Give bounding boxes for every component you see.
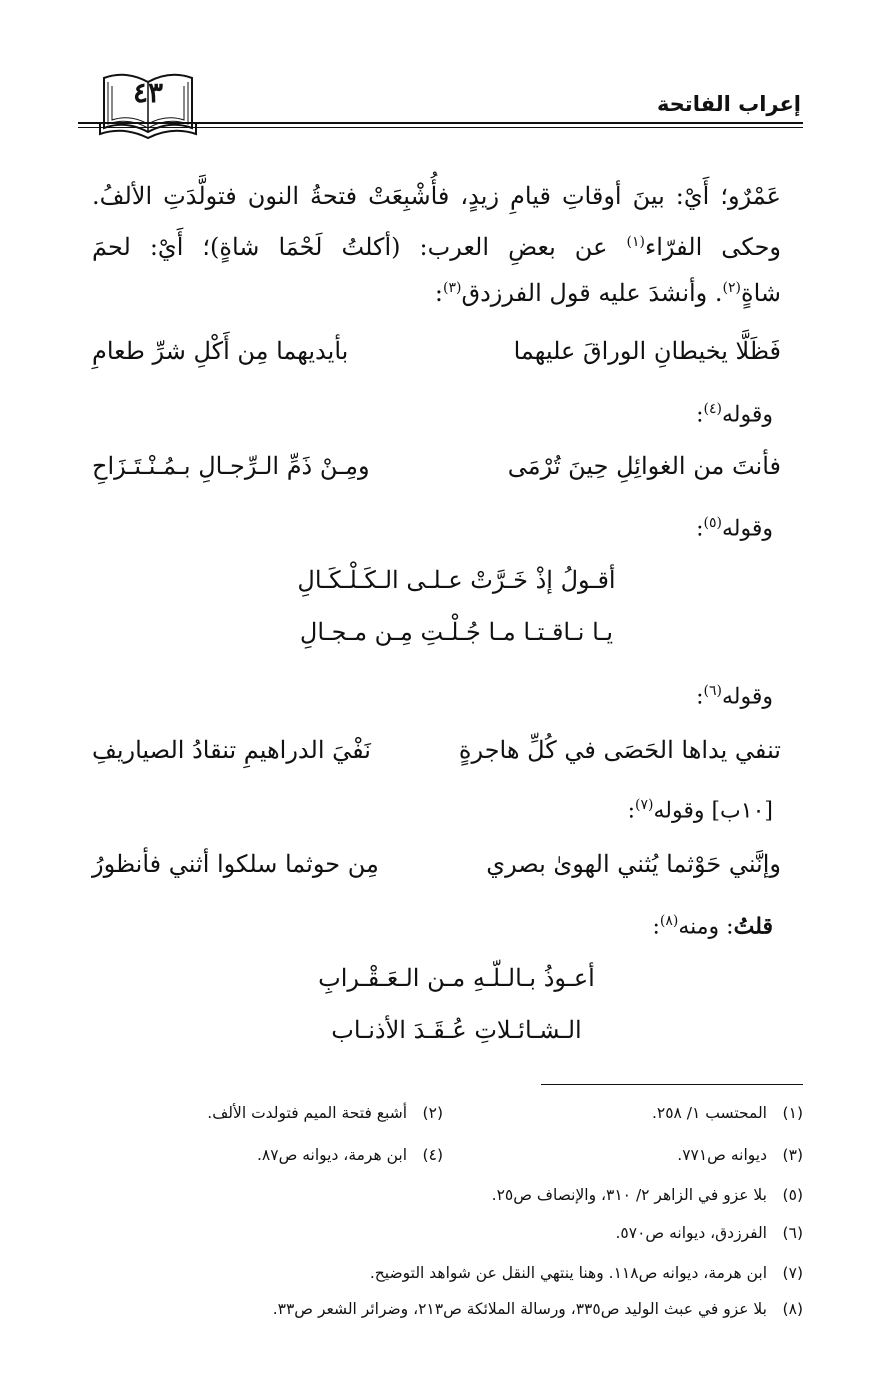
footnote-3	[677, 1144, 803, 1166]
rajaz-2-line-2: الـشـائـلاتِ عُـقَـدَ الأذنـاب	[331, 1016, 582, 1044]
footnote-4	[257, 1144, 443, 1166]
rajaz-1-line-2: يـا نـاقـتـا مـا جُـلْـتِ مِـن مـجـالِ	[299, 618, 614, 646]
text-span: :	[652, 914, 660, 940]
footnote-2	[207, 1102, 443, 1124]
text-span: وحكى الفرّاء	[644, 233, 781, 261]
footnote-ref: (٥)	[703, 515, 722, 531]
verse-4-second-hemistich: مِن حوثما سلكوا أثني فأنظورُ	[92, 850, 379, 878]
text-span: وقوله	[721, 402, 773, 428]
footnote-text: أشبع فتحة الميم فتولدت الألف.	[207, 1104, 407, 1122]
footnote-1	[652, 1102, 803, 1124]
text-span: وقوله	[721, 684, 773, 710]
page-number: ٤٣	[132, 76, 164, 109]
footnote-6	[615, 1222, 803, 1244]
verse-2-second-hemistich: ومِـنْ ذَمِّ الـرِّجـالِ بـمُـنْـتَـزَاحِ	[92, 452, 370, 480]
footnote-text: بلا عزو في عبث الوليد ص٣٣٥، ورسالة الملائكة ص٢١٣، وضرائر الشعر ص٣٣.	[272, 1300, 767, 1318]
text-span: :	[696, 402, 704, 428]
paragraph-line-2	[92, 226, 781, 263]
verse-intro-6	[696, 676, 773, 712]
footnote-5	[492, 1184, 803, 1206]
verse-intro-5	[696, 508, 773, 544]
footnote-number: (٧)	[782, 1264, 803, 1282]
footnote-number: (٢)	[422, 1104, 443, 1122]
text-span: عن بعضِ العرب: (أكلتُ لَحْمَا شاةٍ)؛ أَيْ: لحمَ	[92, 233, 627, 261]
footnote-text: ابن هرمة، ديوانه ص١١٨. وهنا ينتهي النقل عن شواهد التوضيح.	[369, 1264, 767, 1282]
footnote-text: بلا عزو في الزاهر ٢/ ٣١٠، والإنصاف ص٢٥.	[491, 1186, 767, 1204]
text-span: [١٠ب] وقوله	[653, 798, 773, 824]
paragraph-line-1	[92, 180, 781, 212]
verse-1-first-hemistich: فَظَلَّا يخيطانِ الوراقَ عليهما	[513, 337, 781, 365]
verse-2-first-hemistich: فأنتَ من الغوائِلِ حِينَ تُرْمَى	[507, 452, 781, 480]
running-title: إعراب الفاتحة	[656, 92, 801, 116]
footnote-number: (٨)	[782, 1300, 803, 1318]
verse-intro-8	[652, 906, 773, 942]
footnote-ref: (٧)	[635, 797, 654, 813]
rajaz-1-line-1: أقـولُ إذْ خَـرَّتْ عـلـى الـكَـلْـكَـالِ	[297, 566, 616, 594]
footnote-text: الفرزدق، ديوانه ص٥٧٠.	[615, 1224, 767, 1242]
footnote-number: (٣)	[782, 1146, 803, 1164]
footnote-ref: (٦)	[703, 683, 722, 699]
header-rule-thin	[78, 127, 803, 128]
verse-4-first-hemistich: وإنَّني حَوْثما يُثني الهوىٰ بصري	[486, 850, 781, 878]
text-span: . وأنشدَ عليه قول الفرزدق	[461, 279, 723, 307]
footnote-text: المحتسب ١/ ٢٥٨.	[651, 1104, 767, 1122]
text-span: عَمْرٌو؛ أَيْ: بينَ أوقاتِ قيامِ زيدٍ، فأُشْبِعَتْ فتحةُ النون فتولَّدَتِ الألفُ.	[92, 182, 781, 210]
verse-intro-7	[628, 790, 773, 826]
verse-1-second-hemistich: بأيديهما مِن أَكْلِ شرِّ طعامِ	[92, 337, 349, 365]
footnote-number: (١)	[782, 1104, 803, 1122]
text-span: :	[696, 684, 704, 710]
footnote-ref: (١)	[626, 234, 645, 250]
rajaz-2-line-1: أعـوذُ بـالـلّـهِ مـن الـعَـقْـرابِ	[318, 964, 595, 992]
footnote-number: (٤)	[422, 1146, 443, 1164]
footnote-ref: (٨)	[659, 913, 679, 929]
footnote-ref: (٣)	[443, 280, 462, 296]
footnote-ref: (٢)	[722, 280, 741, 296]
footnote-8	[273, 1298, 803, 1320]
verse-intro-4	[696, 394, 773, 430]
text-span: :	[434, 279, 444, 307]
text-span-bold: قلتُ	[733, 913, 773, 940]
text-span: شاةٍ	[741, 279, 781, 307]
text-span: وقوله	[721, 516, 773, 542]
footnote-number: (٥)	[782, 1186, 803, 1204]
footnote-text: ديوانه ص٧٧١.	[677, 1146, 767, 1164]
verse-3-first-hemistich: تنفي يداها الحَصَى في كُلِّ هاجرةٍ	[458, 736, 781, 764]
footnote-number: (٦)	[782, 1224, 803, 1242]
header-rule	[78, 122, 803, 124]
verse-3-second-hemistich: نَفْيَ الدراهيمِ تنقادُ الصياريفِ	[92, 736, 371, 764]
footnote-ref: (٤)	[703, 401, 722, 417]
text-span: :	[696, 516, 704, 542]
text-span: :	[627, 798, 635, 824]
text-span: : ومنه	[678, 914, 734, 940]
footnote-7	[370, 1262, 803, 1284]
footnote-separator	[541, 1084, 803, 1085]
footnote-text: ابن هرمة، ديوانه ص٨٧.	[256, 1146, 407, 1164]
paragraph-line-3	[92, 272, 781, 309]
